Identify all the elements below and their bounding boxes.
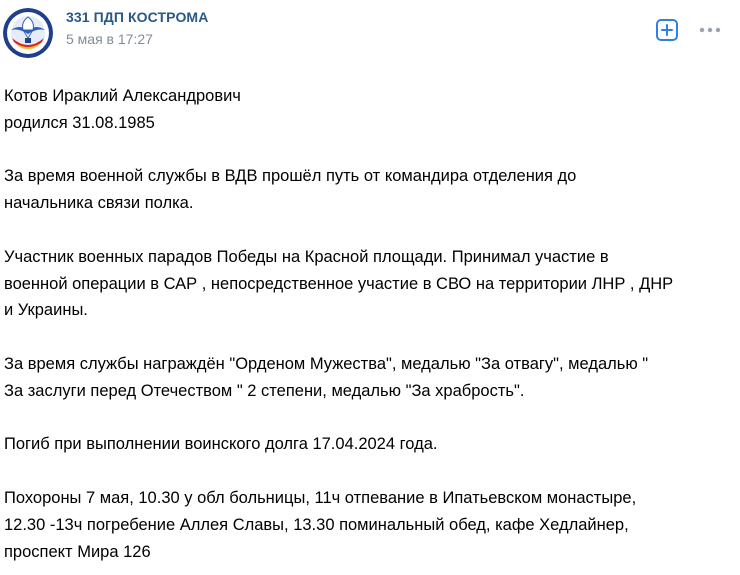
text-line: военной операции в САР , непосредственное участие в СВО на территории ЛНР , ДНР [4,274,674,293]
community-name-link[interactable]: 331 ПДП КОСТРОМА [66,9,209,25]
text-line: родился 31.08.1985 [4,113,155,132]
text-line: проспект Мира 126 [4,542,151,561]
text-line: Похороны 7 мая, 10.30 у обл больницы, 11ч отпевание в Ипатьевском монастыре, [4,488,637,507]
text-line: 12.30 -13ч погребение Аллея Славы, 13.30 поминальный обед, кафе Хедлайнер, [4,515,629,534]
text-line: начальника связи полка. [4,194,194,213]
paragraph-funeral [4,485,734,565]
more-dots-icon [698,19,722,41]
post-more-button[interactable] [698,19,722,41]
text-line: Котов Ираклий Александрович [4,87,241,105]
text-line: За заслуги перед Отечеством " 2 степени, медалью "За храбрость". [4,381,525,400]
paragraph-death [4,431,734,458]
text-line: и Украины. [4,301,88,320]
add-to-bookmarks-button[interactable] [655,18,679,42]
text-line: За время военной службы в ВДВ прошёл путь от командира отделения до [4,167,577,186]
unit-emblem-icon [3,8,53,58]
post-header [0,0,740,70]
text-line: Погиб при выполнении воинского долга 17.04.2024 года. [4,435,438,454]
paragraph-participation [4,244,734,324]
post-date-link[interactable]: 5 мая в 17:27 [66,31,153,47]
community-avatar[interactable] [3,8,53,58]
paragraph-awards [4,351,734,405]
paragraph-bio [4,83,734,137]
paragraph-service [4,163,734,217]
text-line: Участник военных парадов Победы на Красной площади. Принимал участие в [4,247,609,266]
post-text [4,83,734,565]
text-line: За время службы награждён "Орденом Мужества", медалью "За отвагу", медалью " [4,354,649,373]
add-square-icon [655,18,679,42]
